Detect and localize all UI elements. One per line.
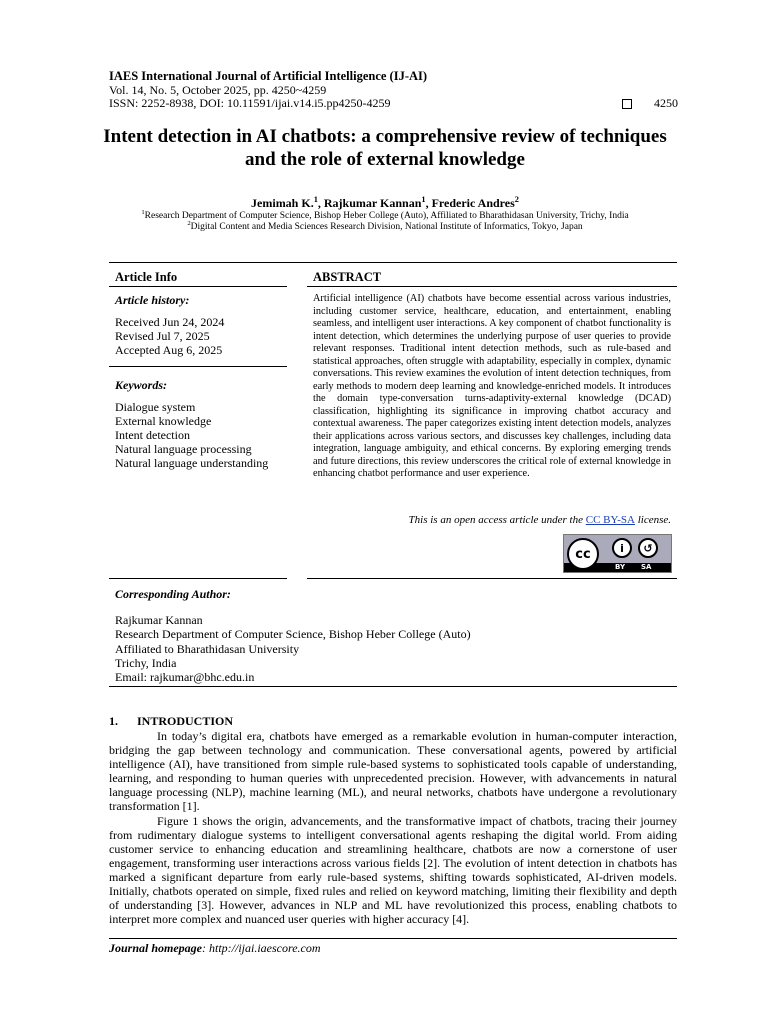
homepage-separator: : bbox=[202, 941, 210, 955]
journal-issn-doi: ISSN: 2252-8938, DOI: 10.11591/ijai.v14.i5.pp4250-4259 bbox=[109, 96, 391, 110]
page-number-group bbox=[622, 96, 678, 111]
journal-homepage bbox=[109, 941, 321, 956]
history-item: Accepted Aug 6, 2025 bbox=[115, 343, 223, 357]
bottom-rule bbox=[109, 686, 677, 687]
keywords-list bbox=[115, 400, 268, 470]
cc-by-sa-badge[interactable] bbox=[563, 534, 672, 573]
journal-name: IAES International Journal of Artificial Intelligence (IJ-AI) bbox=[109, 69, 428, 83]
cc-icon: cc bbox=[567, 538, 599, 570]
author-affil-mark: 1 bbox=[421, 195, 426, 204]
divider bbox=[109, 366, 287, 367]
history-item: Received Jun 24, 2024 bbox=[115, 315, 225, 329]
license-prefix: This is an open access article under the bbox=[408, 514, 586, 526]
paragraph: In today’s digital era, chatbots have emerged as a remarkable evolution in human-computer interaction, bridging the gap between technology and communication. These conversational agents, powered by artificial intelligence (AI), have transitioned from simple rule-based systems to sophisticated tools capable of understanding, learning, and responding to human queries with unprecedented precision. However, with advancements in natural language processing (NLP), machine learning (ML), and neural networks, chatbots have undergone a revolutionary transformation [1]. bbox=[109, 729, 677, 814]
section-heading bbox=[109, 714, 233, 729]
affil-text: Research Department of Computer Science, Bishop Heber College (Auto), Affiliated to Bharathidasan University, Trichy, India bbox=[144, 211, 629, 221]
keyword: External knowledge bbox=[115, 414, 212, 428]
history-item: Revised Jul 7, 2025 bbox=[115, 329, 210, 343]
corresponding-affiliation: Affiliated to Bharathidasan University bbox=[115, 641, 300, 656]
author-separator: , bbox=[425, 196, 432, 210]
author-affil-mark: 2 bbox=[514, 195, 519, 204]
corresponding-heading: Corresponding Author: bbox=[115, 587, 231, 601]
article-info-heading: Article Info bbox=[115, 270, 178, 284]
intro-paragraphs bbox=[109, 729, 677, 926]
paragraph: Figure 1 shows the origin, advancements, and the transformative impact of chatbots, tracing their journey from rudimentary dialogue systems to intelligent conversational agents reshaping the digital world. From aiding customer service to enhancing education and streamlining healthcare, chatbots are now a cornerstone of user engagement, transforming user interactions across various fields [2]. The evolution of intent detection in chatbots has marked a significant departure from early rule-based systems, shifting towards sophisticated, AI-driven models. Initially, chatbots operated on simple, fixed rules and relied on keyword matching, limiting their flexibility and depth of understanding [3]. However, advances in NLP and ML have revolutionized this process, enabling chatbots to interpret more complex and nuanced user queries with higher accuracy [4]. bbox=[109, 813, 677, 927]
license-suffix: license. bbox=[634, 514, 671, 526]
corresponding-name: Rajkumar Kannan bbox=[115, 613, 203, 627]
page-number: 4250 bbox=[654, 96, 678, 110]
attribution-icon: i bbox=[612, 538, 632, 558]
paper-title: Intent detection in AI chatbots: a comprehensive review of techniques and the role of external knowledge bbox=[103, 126, 667, 170]
homepage-url[interactable]: http://ijai.iaescore.com bbox=[209, 941, 321, 955]
author-list bbox=[90, 196, 680, 211]
keyword: Intent detection bbox=[115, 428, 190, 442]
keyword: Dialogue system bbox=[115, 400, 196, 414]
history-list bbox=[115, 315, 224, 357]
affil-mark: 2 bbox=[187, 219, 191, 227]
journal-volume: Vol. 14, No. 5, October 2025, pp. 4250~4259 bbox=[109, 83, 327, 97]
top-rule bbox=[109, 262, 677, 263]
corresponding-location: Trichy, India bbox=[115, 655, 177, 670]
affil-mark: 1 bbox=[141, 208, 145, 216]
share-alike-icon: ↺ bbox=[638, 538, 658, 558]
divider bbox=[109, 578, 287, 579]
divider bbox=[307, 578, 677, 579]
keyword: Natural language processing bbox=[115, 442, 252, 456]
affiliation bbox=[90, 219, 680, 232]
author-name: Rajkumar Kannan bbox=[323, 196, 422, 210]
divider bbox=[307, 286, 677, 287]
author-name: Frederic Andres bbox=[431, 196, 515, 210]
license-link[interactable]: CC BY-SA bbox=[585, 514, 635, 526]
history-heading: Article history: bbox=[115, 293, 190, 307]
corresponding-details bbox=[115, 613, 471, 684]
corresponding-email: Email: rajkumar@bhc.edu.in bbox=[115, 670, 255, 685]
homepage-label: Journal homepage bbox=[109, 941, 203, 955]
section-title: INTRODUCTION bbox=[137, 714, 234, 728]
abstract-heading: ABSTRACT bbox=[313, 270, 382, 284]
square-bullet-icon bbox=[622, 99, 632, 109]
author-separator: , bbox=[317, 196, 324, 210]
affiliation bbox=[90, 208, 680, 221]
affil-text: Digital Content and Media Sciences Research Division, National Institute of Informatics, Tokyo, Japan bbox=[190, 222, 583, 232]
license-note bbox=[409, 514, 671, 526]
badge-by-label: BY bbox=[615, 563, 626, 571]
footer-rule bbox=[109, 938, 677, 939]
section-number: 1. bbox=[109, 714, 118, 728]
keywords-heading: Keywords: bbox=[115, 378, 167, 392]
corresponding-dept: Research Department of Computer Science, Bishop Heber College (Auto) bbox=[115, 627, 471, 642]
keyword: Natural language understanding bbox=[115, 456, 269, 470]
divider bbox=[109, 286, 287, 287]
author-affil-mark: 1 bbox=[313, 195, 318, 204]
abstract-text: Artificial intelligence (AI) chatbots have become essential across various industries, including customer service, healthcare, education, and entertainment, enabling seamless, and intelligent user interactions. A key component of chatbot functionality is intent detection, which determines the underlying purpose of user queries to provide relevant responses. Traditional intent detection methods, such as rule-based and statistical approaches, often struggle with adaptability, especially in complex, dynamic conversations. This review examines the evolution of intent detection techniques, from early methods to modern deep learning and knowledge-enriched models. It introduces the domain type-conversation turns-adaptivity-external knowledge (DCAD) classification, highlighting its significance in improving chatbot accuracy and contextual awareness. The paper categorizes existing intent detection models, analyzes their applications across various sectors, and discusses key challenges, including data integration, language ambiguity, and ethical concerns. By exploring emerging trends and future directions, this review underscores the critical role of external knowledge in enhancing chatbot performance and user experience. bbox=[313, 293, 671, 479]
author-name: Jemimah K. bbox=[251, 196, 314, 210]
badge-sa-label: SA bbox=[641, 563, 652, 571]
